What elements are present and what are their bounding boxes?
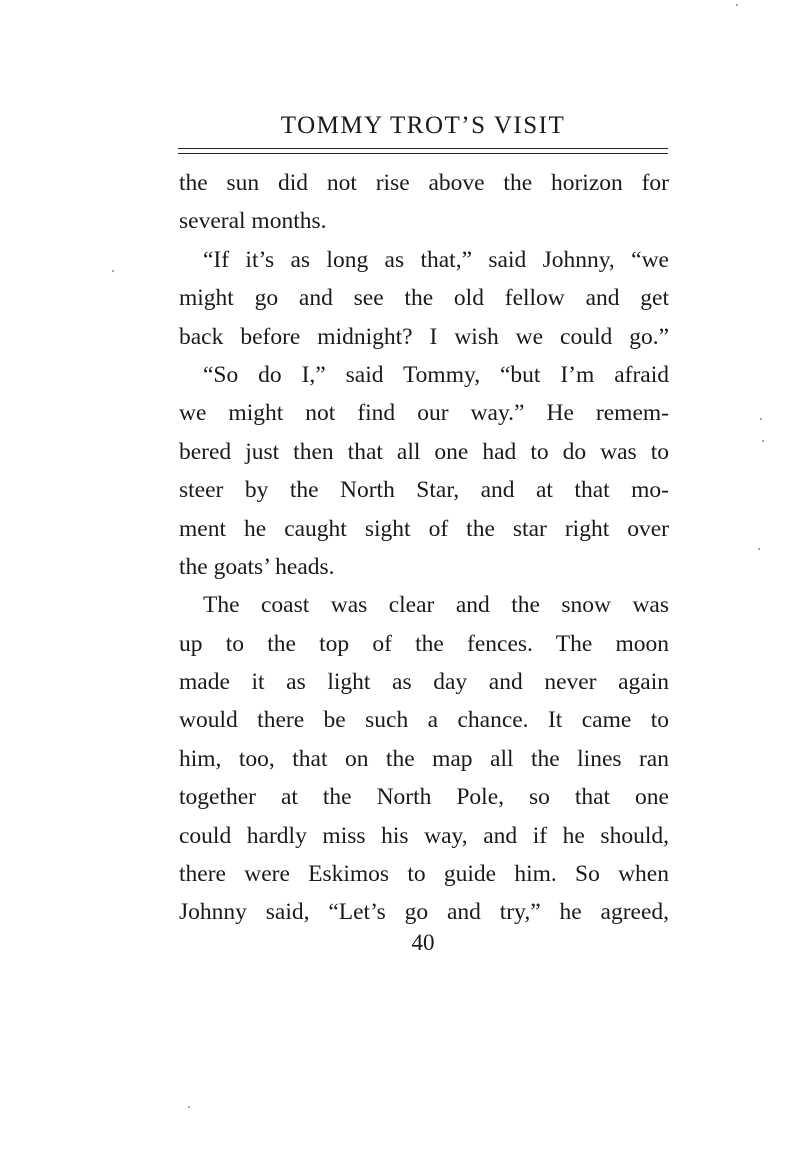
text-line: “So do I,” said Tommy, “but I’m afraid: [203, 361, 669, 388]
scan-speck: [760, 418, 762, 420]
text-line: could hardly miss his way, and if he should,: [179, 822, 669, 849]
text-line: steer by the North Star, and at that mo-: [179, 477, 669, 504]
text-line: “If it’s as long as that,” said Johnny, “we: [203, 246, 669, 273]
text-line: back before midnight? I wish we could go.”: [179, 323, 669, 350]
text-line: several months.: [179, 208, 327, 235]
running-head: TOMMY TROT’S VISIT: [280, 112, 566, 139]
scan-speck: [112, 270, 114, 272]
text-line: together at the North Pole, so that one: [179, 784, 669, 811]
scan-speck: [736, 4, 738, 6]
text-line: ment he caught sight of the star right over: [179, 515, 669, 542]
scan-speck: [758, 548, 760, 550]
text-line: the goats’ heads.: [179, 553, 335, 580]
scan-speck: [188, 1106, 190, 1108]
text-line: The coast was clear and the snow was: [203, 592, 669, 619]
text-line: the sun did not rise above the horizon for: [179, 170, 669, 196]
text-line: made it as light as day and never again: [179, 669, 669, 696]
scan-speck: [762, 440, 764, 442]
text-line: there were Eskimos to guide him. So when: [179, 861, 669, 888]
page-number: 40: [411, 930, 435, 955]
text-line: bered just then that all one had to do was to: [179, 438, 669, 465]
header-rule-bottom: [178, 153, 668, 154]
text-line: him, too, that on the map all the lines ran: [179, 745, 669, 772]
text-line: Johnny said, “Let’s go and try,” he agreed,: [179, 899, 669, 926]
text-line: might go and see the old fellow and get: [179, 285, 669, 312]
text-line: we might not find our way.” He remem-: [179, 400, 669, 427]
text-line: up to the top of the fences. The moon: [179, 630, 669, 657]
header-rule-top: [178, 148, 668, 149]
body-text: [179, 164, 669, 932]
text-line: would there be such a chance. It came to: [179, 707, 669, 734]
